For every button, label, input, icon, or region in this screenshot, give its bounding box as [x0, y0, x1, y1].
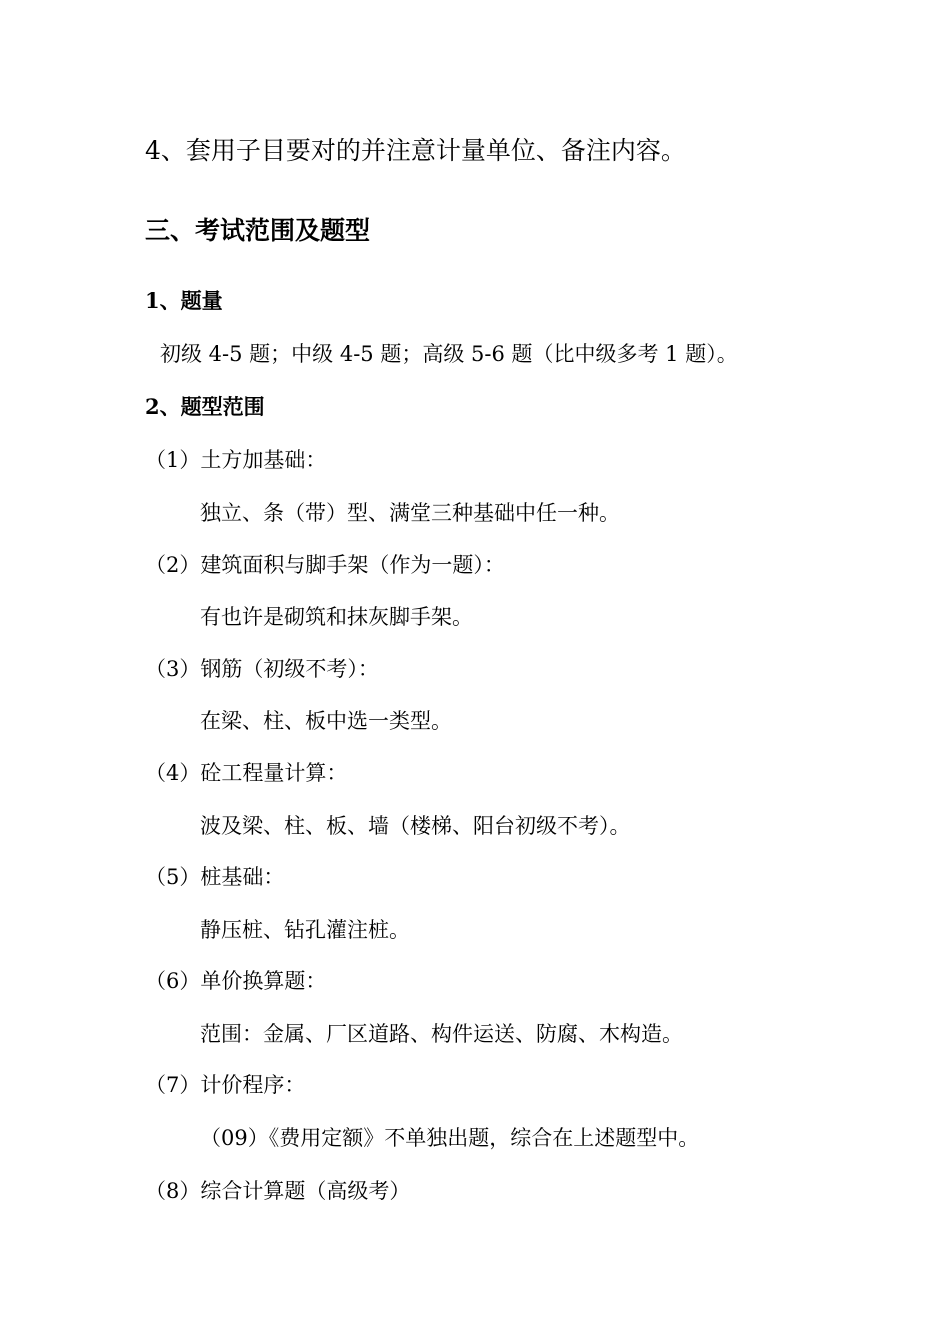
item-8-heading: （8）综合计算题（高级考）: [145, 1179, 411, 1203]
item-4-detail: 波及梁、柱、板、墙（楼梯、阳台初级不考）。: [200, 814, 631, 838]
subheading-question-scope: 2、题型范围: [145, 394, 265, 419]
item-7-heading: （7）计价程序：: [145, 1073, 306, 1097]
item-2-detail: 有也许是砌筑和抹灰脚手架。: [200, 605, 473, 629]
question-count-text: 初级 4-5 题；中级 4-5 题；高级 5-6 题（比中级多考 1 题）。: [160, 342, 738, 366]
item-6-heading: （6）单价换算题：: [145, 969, 327, 993]
item-6-detail: 范围：金属、厂区道路、构件运送、防腐、木构造。: [200, 1022, 683, 1046]
item-5-heading: （5）桩基础：: [145, 865, 285, 889]
item-2-heading: （2）建筑面积与脚手架（作为一题）：: [145, 553, 505, 577]
item-1-heading: （1）土方加基础：: [145, 448, 327, 472]
item-1-detail: 独立、条（带）型、满堂三种基础中任一种。: [200, 501, 620, 525]
section-3-heading: 三、考试范围及题型: [145, 216, 371, 245]
item-3-detail: 在梁、柱、板中选一类型。: [200, 709, 452, 733]
item-4-heading: （4）砼工程量计算：: [145, 761, 348, 785]
subheading-question-count: 1、题量: [145, 288, 223, 313]
item-7-detail: （09）《费用定额》不单独出题，综合在上述题型中。: [200, 1126, 700, 1150]
item-5-detail: 静压桩、钻孔灌注桩。: [200, 918, 410, 942]
point-4-paragraph: 4、套用子目要对的并注意计量单位、备注内容。: [145, 136, 686, 165]
item-3-heading: （3）钢筋（初级不考）：: [145, 657, 379, 681]
